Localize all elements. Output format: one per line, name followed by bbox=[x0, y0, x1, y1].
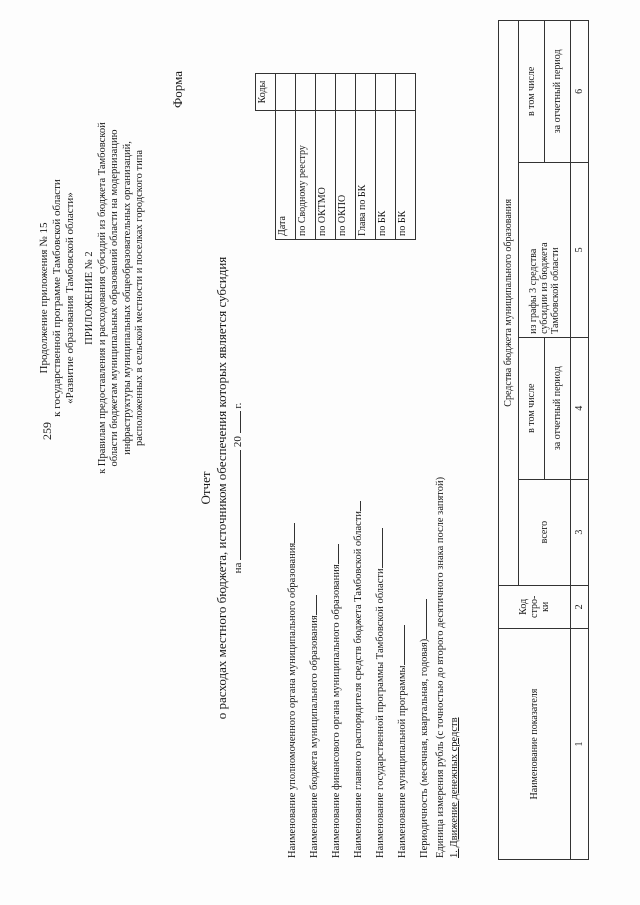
code-label: по БК bbox=[396, 111, 416, 240]
fill-line bbox=[414, 599, 427, 639]
col-number: 1 bbox=[571, 629, 589, 860]
cash-flow-table bbox=[498, 20, 589, 860]
fill-line bbox=[326, 544, 339, 564]
appendix-line: инфраструктуры муниципальных общеобразовательных организаций, bbox=[121, 141, 133, 455]
col-from3 bbox=[519, 162, 571, 337]
from3-line: субсидии из бюджета bbox=[539, 242, 550, 334]
code-label: по Сводному реестру bbox=[296, 111, 316, 240]
col-number: 5 bbox=[571, 162, 589, 337]
field-authorized-body: Наименование уполномоченного органа муниципального образования bbox=[282, 258, 304, 858]
code-value bbox=[376, 74, 396, 111]
field-main-manager: Наименование главного распорядителя средств бюджета Тамбовской области bbox=[348, 258, 370, 858]
codes-header-row bbox=[256, 74, 276, 240]
appendix-block bbox=[84, 68, 147, 528]
code-line: стро- bbox=[529, 595, 540, 618]
field-budget-name: Наименование бюджета муниципального образования bbox=[304, 258, 326, 858]
codes-table bbox=[255, 73, 416, 240]
table-row bbox=[376, 74, 396, 240]
field-financial-body: Наименование финансового органа муниципального образования bbox=[326, 258, 348, 858]
col-row-code bbox=[499, 585, 571, 629]
codes-header: Коды bbox=[256, 74, 276, 111]
col-for-period: за отчетный период bbox=[545, 337, 571, 479]
table-row bbox=[276, 74, 296, 240]
report-title: Отчет bbox=[198, 471, 213, 505]
from3-line: Тамбовской области bbox=[550, 247, 561, 334]
appendix-line: к Правилам предоставления и расходования субсидий из бюджета Тамбовской bbox=[96, 122, 108, 474]
report-subtitle: о расходах местного бюджета, источником обеспечения которых является субсидия bbox=[214, 256, 229, 720]
header-line: «Развитие образования Тамбовской области» bbox=[64, 192, 76, 404]
fill-line bbox=[282, 523, 295, 543]
report-title-block bbox=[198, 208, 246, 768]
fill-line bbox=[304, 595, 317, 615]
code-label: по БК bbox=[376, 111, 396, 240]
year-blank bbox=[230, 411, 241, 433]
date-prefix: на bbox=[232, 562, 244, 574]
code-value bbox=[336, 74, 356, 111]
col-number: 4 bbox=[571, 337, 589, 479]
code-value bbox=[276, 74, 296, 111]
table-row bbox=[356, 74, 376, 240]
col-incl: в том числе bbox=[519, 337, 545, 479]
date-suffix: г. bbox=[232, 402, 244, 409]
header-line: Продолжение приложения № 15 bbox=[38, 222, 50, 374]
table-header-row bbox=[499, 21, 519, 860]
table-row bbox=[396, 74, 416, 240]
code-label: Дата bbox=[276, 111, 296, 240]
code-value bbox=[356, 74, 376, 111]
code-value bbox=[316, 74, 336, 111]
field-state-program: Наименование государственной программы Тамбовской области bbox=[370, 258, 392, 858]
col-incl2: в том числе bbox=[519, 21, 545, 163]
col-indicator-name: Наименование показателя bbox=[499, 629, 571, 860]
table-numbers-row bbox=[571, 21, 589, 860]
field-periodicity: Периодичность (месячная, квартальная, годовая) bbox=[414, 258, 434, 858]
code-line: Код bbox=[518, 598, 529, 615]
group-header: Средства бюджета муниципального образования bbox=[499, 21, 519, 586]
table-row bbox=[296, 74, 316, 240]
code-value bbox=[396, 74, 416, 111]
col-total: всего bbox=[519, 479, 571, 585]
rotated-page-content bbox=[20, 8, 620, 888]
appendix-line: области бюджетам муниципальных образований области на модернизацию bbox=[109, 129, 120, 467]
section-title: 1. Движение денежных средств bbox=[449, 717, 460, 858]
code-label: Глава по БК bbox=[356, 111, 376, 240]
from3-line: из графы 3 средства bbox=[528, 248, 539, 334]
col-number: 6 bbox=[571, 21, 589, 163]
col-number: 3 bbox=[571, 479, 589, 585]
report-date bbox=[230, 208, 246, 768]
table-row bbox=[336, 74, 356, 240]
code-value bbox=[296, 74, 316, 111]
code-label: по ОКПО bbox=[336, 111, 356, 240]
code-label: по ОКТМО bbox=[316, 111, 336, 240]
field-unit: Единица измерения рубль (с точностью до второго десятичного знака после запятой) bbox=[435, 476, 446, 858]
codes-empty-cell bbox=[256, 111, 276, 240]
report-fields bbox=[282, 258, 462, 858]
fill-line bbox=[392, 625, 405, 665]
fill-line bbox=[370, 528, 383, 568]
date-year: 20 bbox=[232, 436, 244, 448]
col-for-period2: за отчетный период bbox=[545, 21, 571, 163]
program-header bbox=[38, 88, 77, 508]
appendix-line: расположенных в сельской местности и поселках городского типа bbox=[134, 150, 145, 446]
header-line: к государственной программе Тамбовской области bbox=[51, 179, 63, 417]
field-municipal-program: Наименование муниципальной программы bbox=[392, 258, 414, 858]
form-label: Форма bbox=[170, 71, 185, 108]
appendix-title: ПРИЛОЖЕНИЕ № 2 bbox=[84, 251, 95, 345]
code-line: ки bbox=[540, 601, 551, 612]
table-row bbox=[316, 74, 336, 240]
date-blank bbox=[230, 450, 241, 560]
fill-line bbox=[348, 501, 361, 511]
col-number: 2 bbox=[571, 585, 589, 629]
scanned-page: 259 Продолжение приложения № 15 к государственной программе Тамбовской области «Развитие образования Тамбовской области» ПРИЛОЖЕНИЕ № 2 к Правилам предоставления и расходования субсидий из бюджета Тамбовской области бюджетам муниципальных образований области на модернизацию инфраструктуры муниципальных общеобразовательных организаций, расположенных в сельской местности и поселках городского типа Форма Отчет о расходах местного бюджета, источником обеспечения которых является субсидия на 20 г. Коды Дата по Сводному реестру по ОКТМО по ОКПО Глава по БК по БК по БК Наименование уполномоченного органа муниципального образования Наименование бюджета муниципального образования Наименование финансового органа муниципального образования Наименование главного распорядителя средств бюджета Тамбовской области Наименование государственной программы Тамбовской области Наименование муниципальной программы Периодичность (месячная, квартальная, годовая) Единица измерения рубль (с точностью до второго десятичного знака после запятой) 1. Движение денежных средств Наименование показателя Код стро- ки Средства бюджета муниципального образования всего в том числе из графы 3 средства субсидии из бюджета Тамбовской области в том числе за отчетный период за отчетный период 1 2 3 4 5 6 bbox=[0, 0, 640, 905]
